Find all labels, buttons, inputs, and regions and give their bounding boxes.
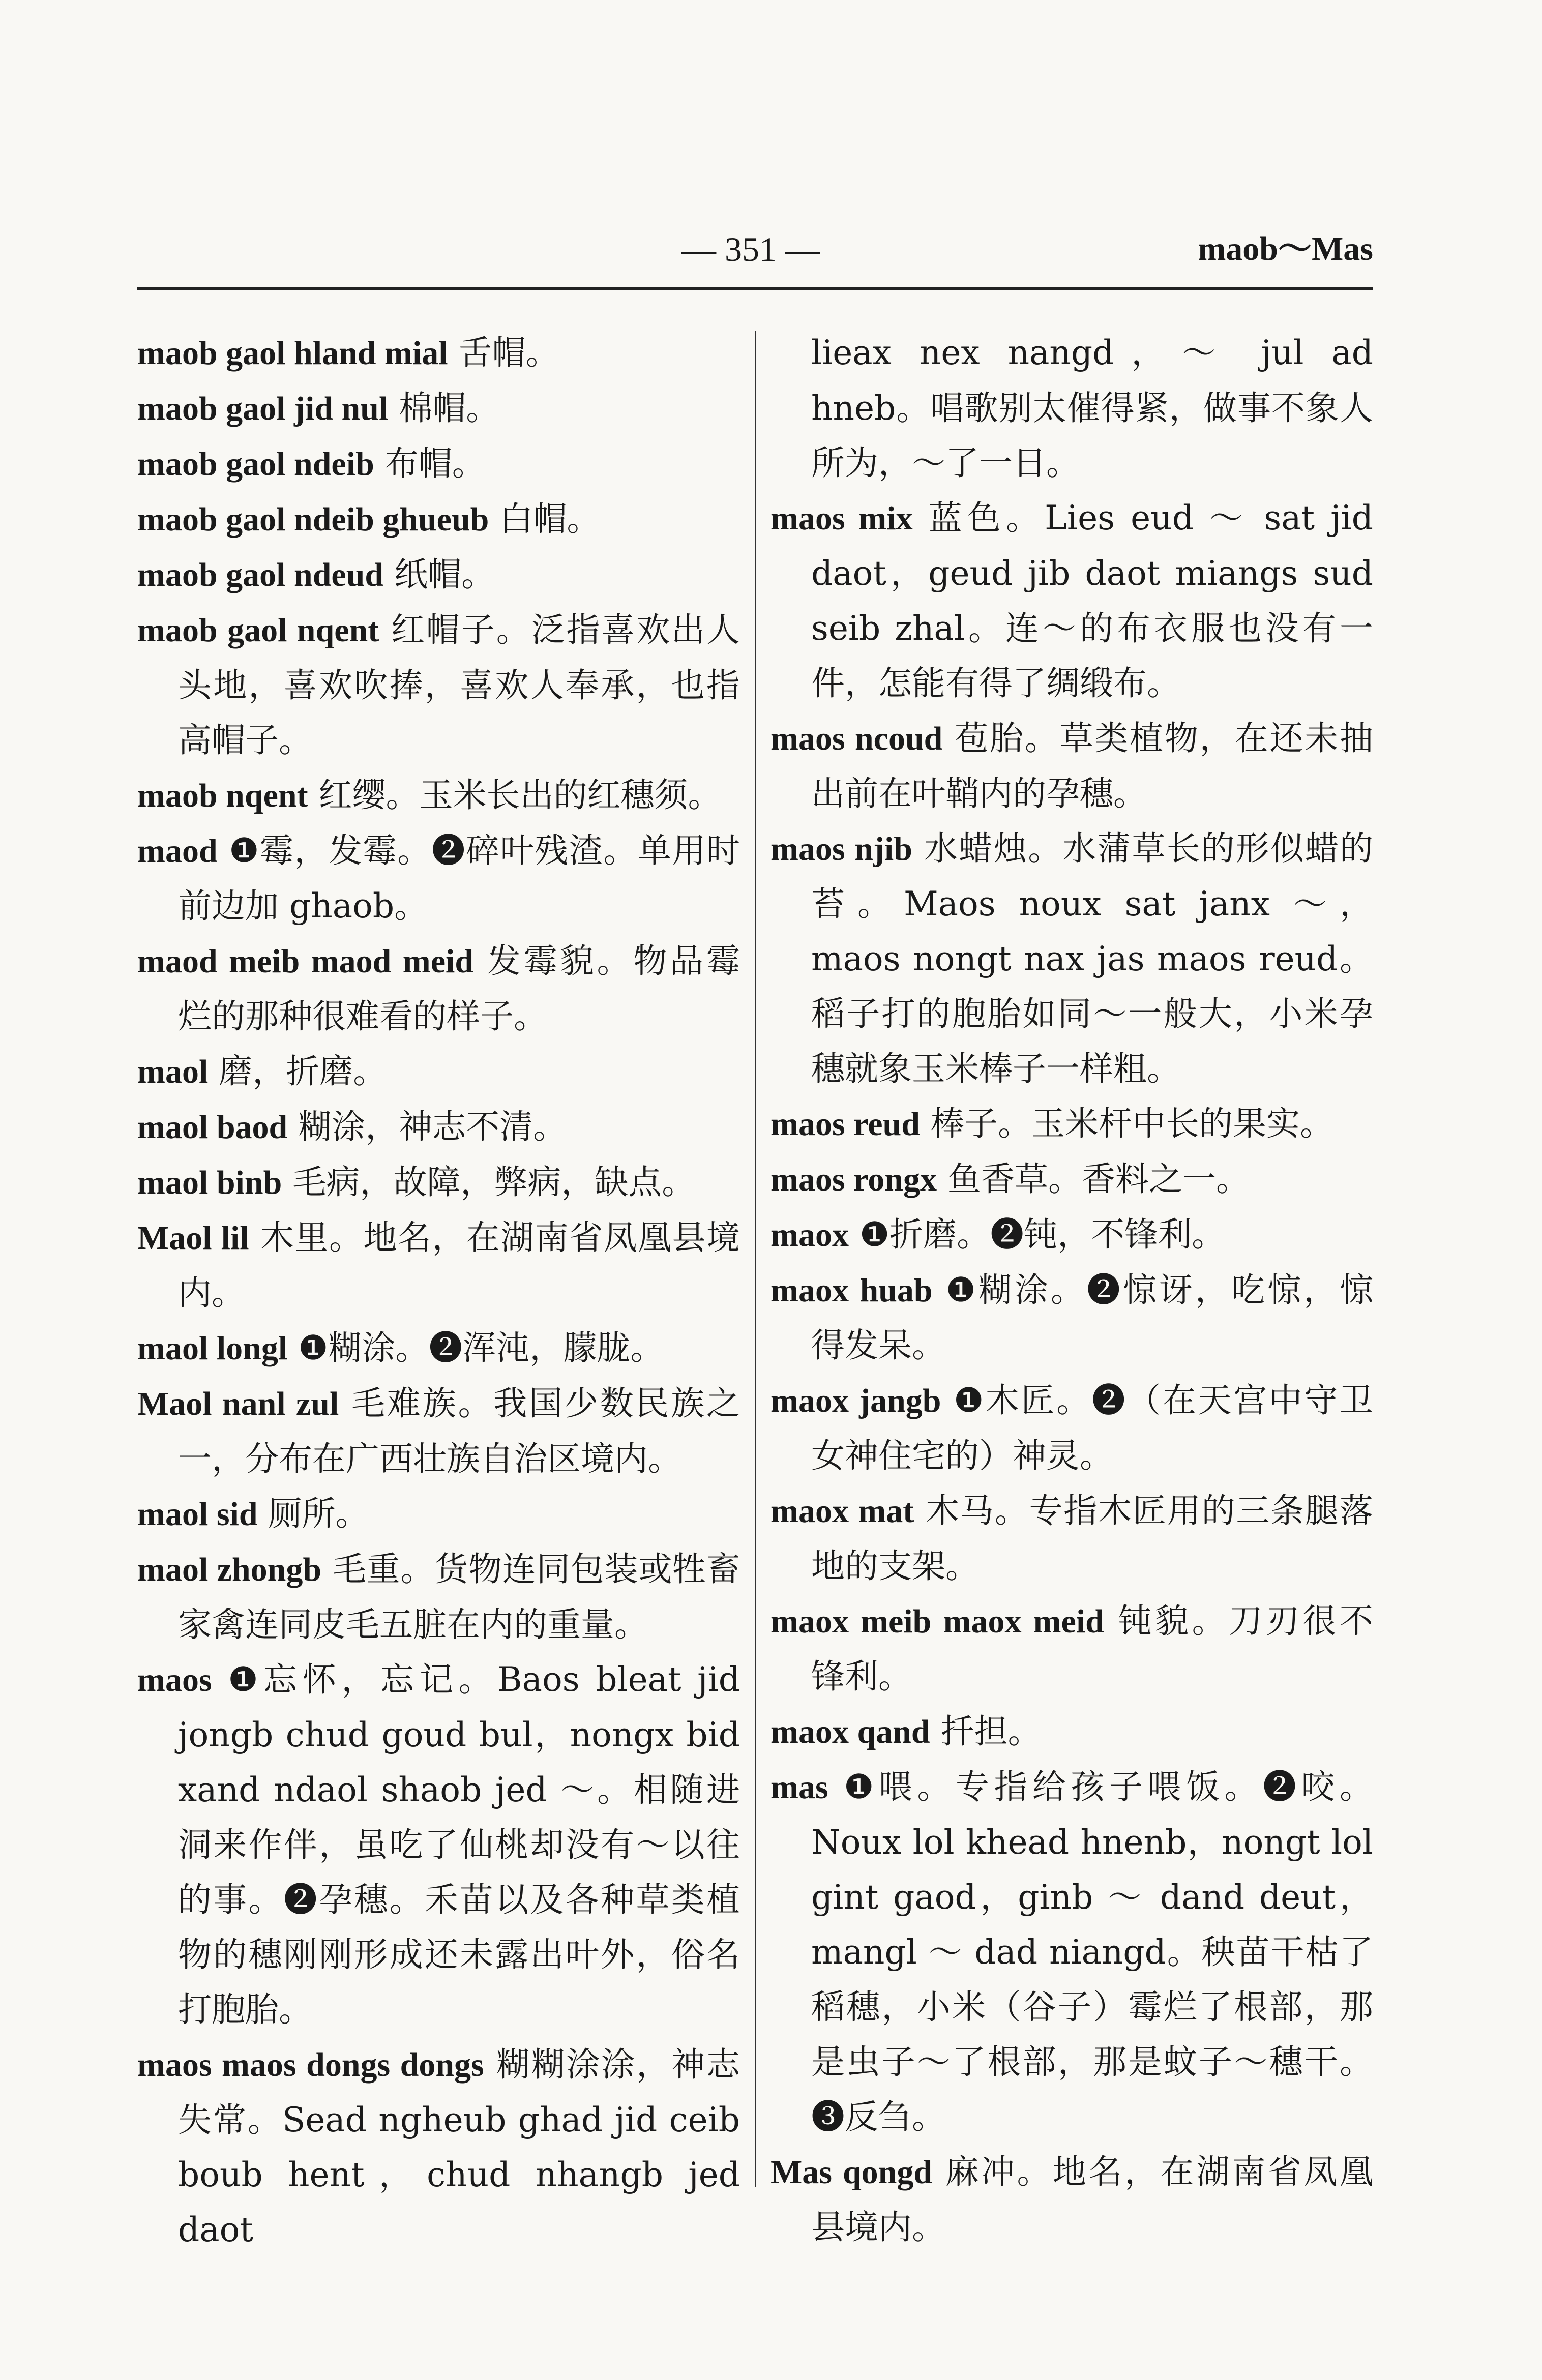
running-head: maob～Mas [1198, 230, 1373, 267]
dictionary-entry [137, 436, 740, 492]
dictionary-entry [137, 768, 740, 823]
dictionary-entry [137, 325, 740, 381]
dictionary-entry [770, 1207, 1373, 1263]
dictionary-entry [137, 1542, 740, 1652]
column-divider [755, 331, 756, 2187]
dictionary-entry [137, 1652, 740, 2037]
entry-headword: mas [770, 1769, 828, 1806]
entry-definition: 木里。地名，在湖南省凤凰县境内。 [178, 1218, 740, 1313]
entry-headword: maol [137, 1053, 209, 1090]
entry-headword: maos [137, 1661, 212, 1699]
entry-definition: 布帽。 [374, 444, 486, 483]
dictionary-entry [137, 381, 740, 436]
entry-definition: 发霉貌。物品霉烂的那种很难看的样子。 [178, 941, 740, 1036]
dictionary-entry [137, 1210, 740, 1321]
entry-headword: maol sid [137, 1496, 258, 1533]
entry-definition: 棒子。玉米杆中长的果实。 [920, 1104, 1333, 1143]
entry-definition: 纸帽。 [383, 555, 495, 594]
dictionary-entry [137, 492, 740, 547]
entry-headword: maox jangb [770, 1382, 941, 1419]
entry-definition: 糊糊涂涂，神志失常。Sead ngheub ghad jid ceib boub hent，chud nhangb jed daot [178, 2045, 740, 2249]
entry-headword: maos rongx [770, 1161, 937, 1198]
entry-headword: maol baod [137, 1109, 288, 1146]
entry-definition: 舌帽。 [448, 333, 559, 372]
entry-headword: maos mix [770, 500, 913, 537]
dictionary-entry [770, 1760, 1373, 2145]
dictionary-entry [770, 2145, 1373, 2255]
entry-definition: 苞胎。草类植物，在还未抽出前在叶鞘内的孕穗。 [811, 719, 1374, 813]
entry-definition: ❶糊涂。❷浑沌，朦胧。 [287, 1328, 664, 1367]
entry-definition: 毛病，故障，弊病，缺点。 [282, 1163, 696, 1202]
entry-definition: ❶折磨。❷钝，不锋利。 [848, 1215, 1226, 1254]
entry-headword: maox huab [770, 1272, 933, 1309]
entry-definition: ❶喂。专指给孩子喂饭。❷咬。Noux lol khead hnenb，nongt lol gint gaod，ginb ～ dand deut，mangl ～ dad niangd。秧苗干枯了稻穗，小米（谷子）霉烂了根部，那是虫子～了根部，那是蚊子～穗干。❸反刍。 [811, 1767, 1373, 2136]
entry-headword: maos njib [770, 830, 912, 868]
entry-headword: maol binb [137, 1164, 282, 1201]
entry-definition: 毛重。货物连同包装或牲畜家禽连同皮毛五脏在内的重量。 [178, 1550, 740, 1644]
entry-definition: 白帽。 [489, 499, 601, 539]
entry-definition: 毛难族。我国少数民族之一，分布在广西壮族自治区境内。 [178, 1384, 740, 1478]
entry-headword: maob gaol ndeud [137, 556, 384, 593]
entry-headword: maos ncoud [770, 720, 943, 757]
entry-definition: 鱼香草。香料之一。 [936, 1159, 1250, 1199]
entry-headword: maob gaol jid nul [137, 390, 389, 427]
entry-definition: ❶木匠。❷（在天宫中守卫女神住宅的）神灵。 [811, 1381, 1373, 1475]
dictionary-entry [137, 547, 740, 603]
page-number: — 351 — [681, 230, 820, 269]
dictionary-entry [137, 823, 740, 934]
entry-headword: maox [770, 1216, 849, 1254]
header-rule [137, 287, 1373, 290]
dictionary-entry [137, 603, 740, 768]
entry-definition: 水蜡烛。水蒲草长的形似蜡的苔。Maos noux sat janx ～，maos nongt nax jas maos reud。稻子打的胞胎如同～一般大，小米孕穗就象玉米棒子一样粗。 [811, 829, 1374, 1088]
entry-headword: Maol lil [137, 1219, 249, 1257]
dictionary-entry [770, 1152, 1373, 1207]
dictionary-entry [137, 934, 740, 1044]
entry-headword: maol longl [137, 1330, 288, 1367]
entry-headword: maod meib maod meid [137, 943, 474, 980]
dictionary-entry [137, 1155, 740, 1210]
entry-definition: 棉帽。 [388, 389, 500, 428]
left-column [137, 325, 740, 2257]
dictionary-entry [770, 1263, 1373, 1373]
dictionary-entry [770, 1096, 1373, 1152]
entry-definition: 蓝色。Lies eud ～ sat jid daot，geud jib daot miangs sud seib zhal。连～的布衣服也没有一件，怎能有得了绸缎布。 [811, 498, 1374, 703]
dictionary-entry [137, 1099, 740, 1155]
right-column [770, 325, 1373, 2255]
page-header [137, 224, 1373, 275]
dictionary-entry [770, 491, 1373, 711]
dictionary-entry [770, 1483, 1373, 1594]
entry-headword: maol zhongb [137, 1551, 322, 1588]
entry-definition: 红缨。玉米长出的红穗须。 [308, 776, 722, 815]
entry-headword: maob nqent [137, 777, 308, 814]
entry-headword: maob gaol nqent [137, 612, 379, 649]
entry-definition: ❶忘怀，忘记。Baos bleat jid jongb chud goud bul，nongx bid xand ndaol shaob jed ～。相随进洞来作伴，虽吃了仙桃却没有～以往的事。❷孕穗。禾苗以及各种草类植物的穗刚刚形成还未露出叶外，俗名打胞胎。 [178, 1660, 740, 2029]
entry-headword: maob gaol hland mial [137, 335, 448, 372]
entry-definition: ❶糊涂。❷惊讶，吃惊，惊得发呆。 [811, 1270, 1373, 1365]
entry-headword: maos maos dongs dongs [137, 2046, 484, 2084]
entry-definition: 磨，折磨。 [208, 1052, 387, 1091]
dictionary-entry [770, 1594, 1373, 1704]
dictionary-entry [770, 1704, 1373, 1760]
entry-definition: 厕所。 [257, 1494, 369, 1533]
entry-definition: 红帽子。泛指喜欢出人头地，喜欢吹捧，喜欢人奉承，也指高帽子。 [178, 610, 740, 760]
dictionary-entry [770, 821, 1373, 1096]
entry-definition: 糊涂，神志不清。 [287, 1107, 567, 1146]
entry-headword: maox qand [770, 1713, 930, 1750]
entry-headword: Maol nanl zul [137, 1385, 339, 1422]
dictionary-entry [137, 1044, 740, 1099]
entry-definition: ❶霉，发霉。❷碎叶残渣。单用时前边加 ghaob。 [178, 831, 740, 926]
dictionary-entry [137, 1486, 740, 1542]
entry-definition: 木马。专指木匠用的三条腿落地的支架。 [811, 1491, 1373, 1586]
dictionary-entry [770, 711, 1373, 821]
dictionary-entry [137, 2037, 740, 2257]
entry-headword: maod [137, 832, 218, 870]
entry-definition: 麻冲。地名，在湖南省凤凰县境内。 [811, 2152, 1373, 2247]
dictionary-entry [770, 1373, 1373, 1483]
entry-definition: 钝貌。刀刃很不锋利。 [811, 1601, 1373, 1696]
entry-definition: 扦担。 [930, 1712, 1042, 1751]
dictionary-entry-continued [770, 325, 1373, 491]
dictionary-entry [137, 1321, 740, 1376]
entry-definition: lieax nex nangd，～ jul ad hneb。唱歌别太催得紧，做事不象人所为，～了一日。 [811, 333, 1373, 483]
entry-headword: maob gaol ndeib [137, 445, 374, 483]
entry-headword: maob gaol ndeib ghueub [137, 501, 489, 538]
dictionary-entry [137, 1376, 740, 1486]
entry-headword: maox meib maox meid [770, 1603, 1104, 1640]
entry-headword: maos reud [770, 1106, 920, 1143]
entry-headword: Mas qongd [770, 2154, 933, 2191]
entry-headword: maox mat [770, 1493, 914, 1530]
